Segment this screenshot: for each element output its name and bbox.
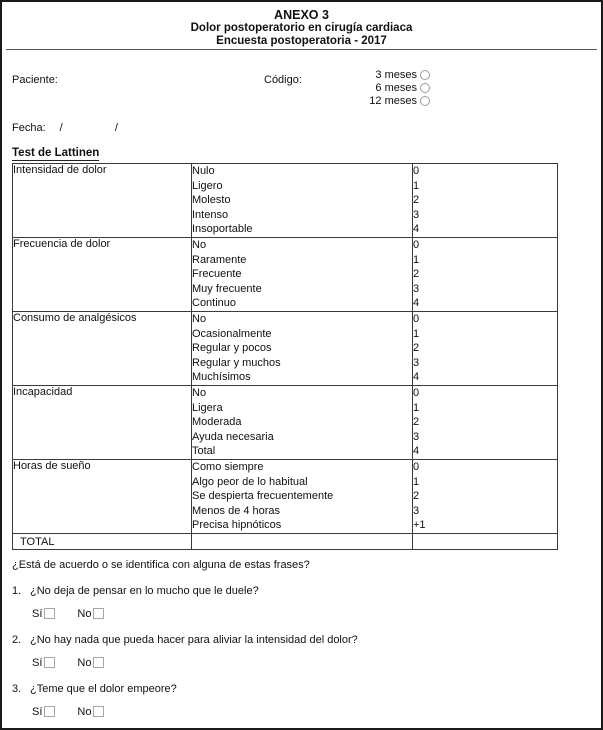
- fecha-label: Fecha:: [12, 122, 46, 134]
- option-value: 3: [413, 504, 420, 517]
- option-label: Intenso: [192, 208, 229, 221]
- header-divider: [6, 49, 597, 50]
- values-cell: [413, 238, 558, 312]
- options-cell: [192, 164, 413, 238]
- question-block-1: [12, 585, 592, 620]
- option-label: Moderada: [192, 416, 242, 429]
- lattinen-row: [13, 386, 558, 460]
- option-value: 4: [413, 445, 420, 458]
- values-cell: [413, 386, 558, 460]
- option-label: Ocasionalmente: [192, 327, 272, 340]
- option-label: Ligero: [192, 179, 223, 192]
- option-value: 3: [413, 430, 420, 443]
- yes-checkbox[interactable]: [44, 657, 55, 668]
- codigo-option-label: 12 meses: [369, 95, 417, 108]
- option-label: Continuo: [192, 297, 237, 310]
- option-value: 0: [413, 165, 420, 177]
- option-value: 4: [413, 297, 420, 310]
- lattinen-row: [13, 312, 558, 386]
- options-cell: [192, 238, 413, 312]
- option-value: 2: [413, 268, 420, 281]
- fecha-value: / /: [59, 122, 126, 134]
- option-label: Algo peor de lo habitual: [192, 475, 308, 488]
- codigo-radio-group: [342, 68, 430, 108]
- yes-no-row: [32, 656, 592, 669]
- option-value: 3: [413, 356, 420, 369]
- option-label: No: [192, 239, 207, 251]
- values-cell: [413, 164, 558, 238]
- yes-label: Sí: [32, 656, 43, 669]
- options-cell: [192, 312, 413, 386]
- option-label: Regular y pocos: [192, 342, 272, 355]
- option-value: +1: [413, 519, 426, 532]
- yes-no-row: [32, 607, 592, 620]
- question-block-2: [12, 634, 592, 669]
- question-block-3: [12, 683, 592, 718]
- codigo-option-3-meses: [342, 68, 430, 81]
- option-value: 3: [413, 208, 420, 221]
- total-row: [13, 534, 558, 550]
- option-value: 1: [413, 253, 420, 266]
- yes-label: Sí: [32, 607, 43, 620]
- codigo-radio[interactable]: [420, 83, 430, 93]
- questions-section: [12, 585, 592, 730]
- table-title: Test de Lattinen: [12, 147, 100, 159]
- option-value: 2: [413, 342, 420, 355]
- lattinen-row: [13, 460, 558, 534]
- codigo-option-label: 6 meses: [375, 81, 417, 94]
- option-label: No: [192, 313, 207, 325]
- option-value: 0: [413, 387, 420, 399]
- option-label: Molesto: [192, 194, 231, 207]
- question-number: 1.: [12, 585, 22, 597]
- option-value: 1: [413, 401, 420, 414]
- question-label: ¿No deja de pensar en lo mucho que le duele?: [30, 585, 259, 597]
- category-label: Consumo de analgésicos: [13, 312, 192, 386]
- form-subtitle-year: Encuesta postoperatoria - 2017: [216, 35, 387, 47]
- lattinen-row: [13, 238, 558, 312]
- paciente-label: Paciente:: [12, 74, 58, 86]
- form-title: ANEXO 3: [274, 8, 329, 22]
- option-label: Nulo: [192, 165, 215, 177]
- total-options-cell: [192, 534, 413, 550]
- form-header: [2, 9, 601, 48]
- form-subtitle: Dolor postoperatorio en cirugía cardiaca: [190, 22, 413, 34]
- no-checkbox[interactable]: [93, 706, 104, 717]
- option-label: Frecuente: [192, 268, 242, 281]
- question-text: [12, 634, 592, 647]
- option-value: 1: [413, 475, 420, 488]
- category-label: Horas de sueño: [13, 460, 192, 534]
- total-value-cell: [413, 534, 558, 550]
- option-value: 3: [413, 282, 420, 295]
- option-label: Regular y muchos: [192, 356, 281, 369]
- yes-no-row: [32, 705, 592, 718]
- category-label: Frecuencia de dolor: [13, 238, 192, 312]
- codigo-radio[interactable]: [420, 70, 430, 80]
- codigo-option-12-meses: [342, 95, 430, 108]
- lattinen-row: [13, 164, 558, 238]
- total-label: TOTAL: [13, 534, 192, 550]
- question-label: ¿Teme que el dolor empeore?: [30, 683, 177, 695]
- option-label: Menos de 4 horas: [192, 504, 281, 517]
- values-cell: [413, 460, 558, 534]
- option-label: Muy frecuente: [192, 282, 262, 295]
- option-value: 2: [413, 416, 420, 429]
- codigo-option-6-meses: [342, 81, 430, 94]
- questions-intro: ¿Está de acuerdo o se identifica con alguna de estas frases?: [12, 559, 310, 571]
- no-checkbox[interactable]: [93, 657, 104, 668]
- option-label: Como siempre: [192, 461, 264, 473]
- option-label: Raramente: [192, 253, 247, 266]
- question-label: ¿No hay nada que pueda hacer para aliviar la intensidad del dolor?: [30, 634, 358, 646]
- no-label: No: [77, 607, 92, 620]
- category-label: Intensidad de dolor: [13, 164, 192, 238]
- options-cell: [192, 460, 413, 534]
- no-label: No: [77, 705, 92, 718]
- option-value: 4: [413, 371, 420, 384]
- codigo-option-label: 3 meses: [375, 68, 417, 81]
- option-value: 0: [413, 313, 420, 325]
- option-label: Precisa hipnóticos: [192, 519, 282, 532]
- no-label: No: [77, 656, 92, 669]
- question-number: 3.: [12, 683, 22, 695]
- option-value: 4: [413, 223, 420, 236]
- option-label: No: [192, 387, 207, 399]
- option-value: 1: [413, 179, 420, 192]
- option-value: 2: [413, 194, 420, 207]
- option-value: 1: [413, 327, 420, 340]
- category-label: Incapacidad: [13, 386, 192, 460]
- no-checkbox[interactable]: [93, 608, 104, 619]
- option-label: Total: [192, 445, 216, 458]
- option-value: 2: [413, 490, 420, 503]
- fecha-row: [12, 122, 126, 134]
- lattinen-table: [12, 163, 558, 550]
- option-label: Ligera: [192, 401, 223, 414]
- option-value: 0: [413, 461, 420, 473]
- values-cell: [413, 312, 558, 386]
- question-text: [12, 585, 592, 598]
- codigo-label: Código:: [264, 74, 302, 86]
- codigo-radio[interactable]: [420, 96, 430, 106]
- question-text: [12, 683, 592, 696]
- yes-checkbox[interactable]: [44, 706, 55, 717]
- option-label: Ayuda necesaria: [192, 430, 274, 443]
- option-label: Muchísimos: [192, 371, 251, 384]
- option-label: Insoportable: [192, 223, 253, 236]
- yes-checkbox[interactable]: [44, 608, 55, 619]
- options-cell: [192, 386, 413, 460]
- option-label: Se despierta frecuentemente: [192, 490, 334, 503]
- option-value: 0: [413, 239, 420, 251]
- question-number: 2.: [12, 634, 22, 646]
- yes-label: Sí: [32, 705, 43, 718]
